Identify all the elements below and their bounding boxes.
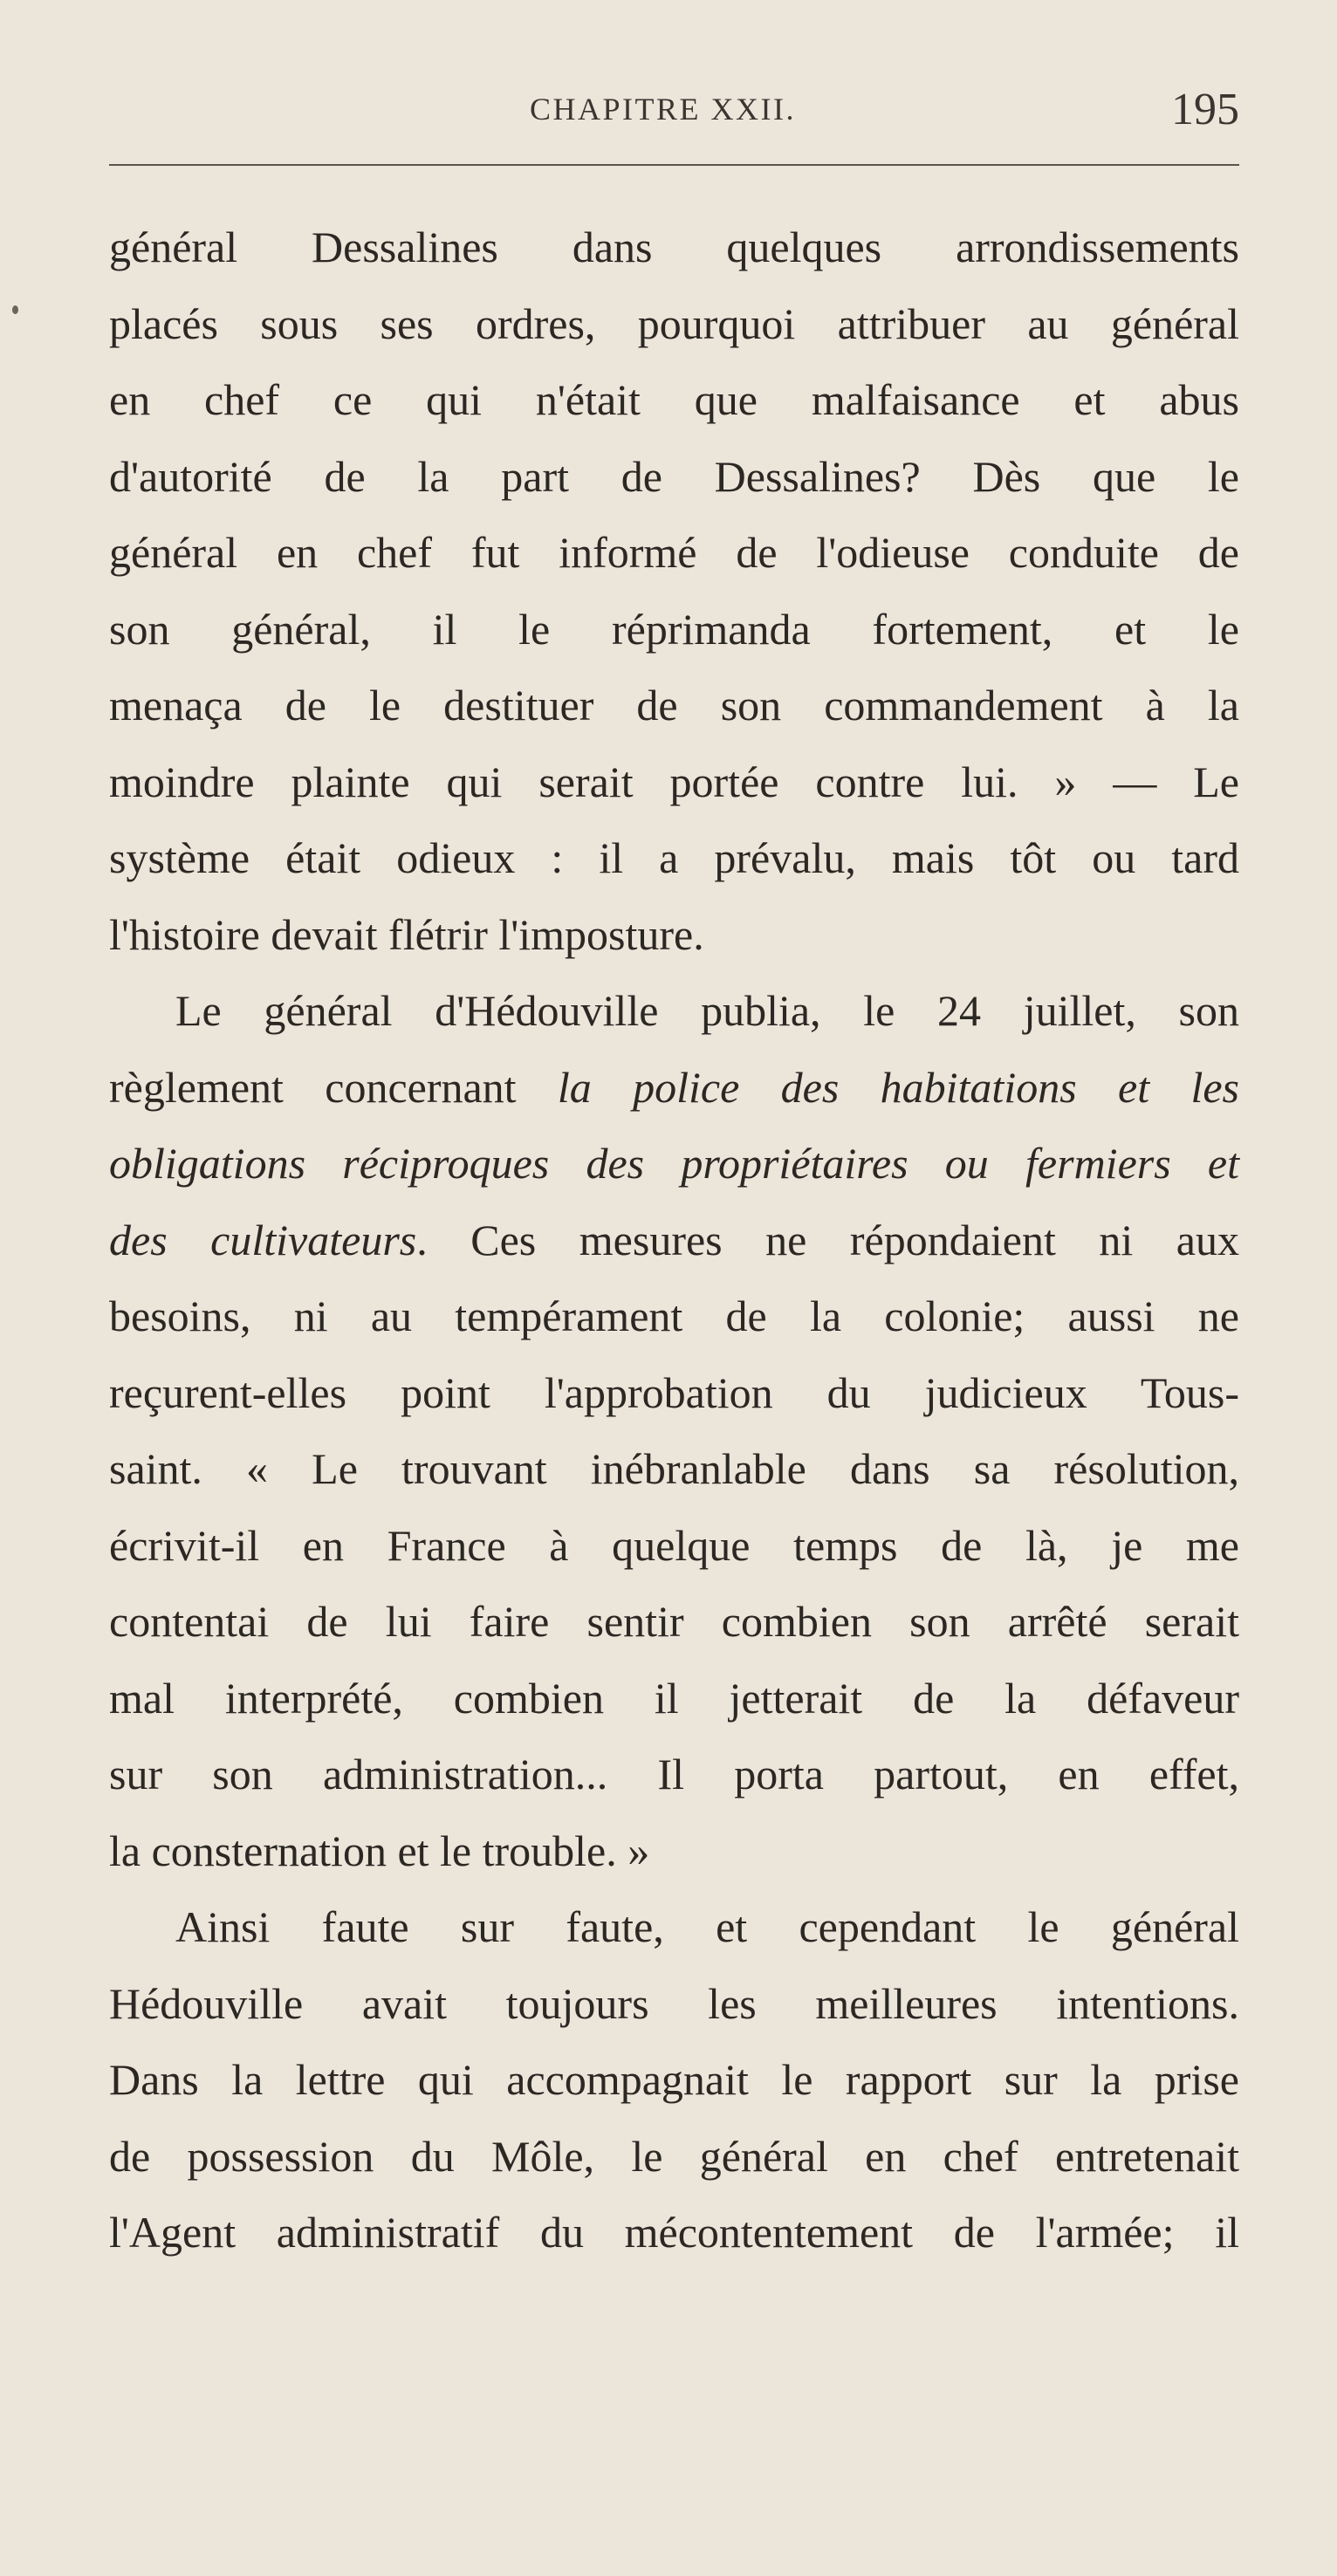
text-segment: règlement concernant [109,1062,558,1112]
text-line: système était odieux : il a prévalu, mais tôt ou tard [109,833,1239,882]
header-rule [109,164,1239,166]
text-line: besoins, ni au tempérament de la colonie; aussi ne [109,1291,1239,1340]
text-line: Le général d'Hédouville publia, le 24 juillet, son [175,986,1239,1035]
italic-title: obligations réciproques des propriétaires ou fermiers et [109,1139,1239,1188]
text-line: sur son administration... Il porta partout, en effet, [109,1750,1239,1798]
text-line [109,1126,1239,1202]
text-line: placés sous ses ordres, pourquoi attribuer au général [109,298,1239,348]
text-line: général en chef fut informé de l'odieuse conduite de [109,528,1239,577]
text-line: saint. « Le trouvant inébranlable dans sa résolution, [109,1444,1239,1493]
text-line: Hédouville avait toujours les meilleures intentions. [109,1978,1239,2028]
italic-title: la police des habitations et les [557,1062,1239,1112]
italic-title: des cultivateurs [109,1215,417,1264]
text-line [109,1202,1239,1279]
text-line: l'Agent administratif du mécontentement de l'armée; il [109,2208,1239,2257]
text-line: d'autorité de la part de Dessalines? Dès que le [109,451,1239,501]
chapter-title: CHAPITRE XXII. [530,92,796,127]
text-segment: . Ces mesures ne répondaient ni aux [416,1215,1239,1264]
page-number: 195 [1171,85,1239,134]
text-line: reçurent-elles point l'approbation du judicieux Tous- [109,1367,1239,1417]
text-line: en chef ce qui n'était que malfaisance et abus [109,375,1239,424]
text-line [109,1050,1239,1127]
text-line: la consternation et le trouble. » [109,1826,650,1875]
text-line: général Dessalines dans quelques arrondissements [109,223,1239,271]
running-header [109,84,1239,145]
text-line: menaça de le destituer de son commandement à la [109,681,1239,730]
text-line: de possession du Môle, le général en chef entretenait [109,2131,1239,2181]
text-line: mal interprété, combien il jetterait de la défaveur [109,1673,1239,1723]
margin-mark [12,305,18,314]
text-line: son général, il le réprimanda fortement, et le [109,604,1239,654]
text-line: Dans la lettre qui accompagnait le rapport sur la prise [109,2055,1239,2104]
text-line: Ainsi faute sur faute, et cependant le général [175,1902,1239,1951]
text-line: contentai de lui faire sentir combien son arrêté serait [109,1597,1239,1646]
text-line: l'histoire devait flétrir l'imposture. [109,909,704,959]
text-line: écrivit-il en France à quelque temps de là, je me [109,1520,1239,1570]
text-line: moindre plainte qui serait portée contre lui. » — Le [109,757,1239,806]
body-text [109,209,1239,2271]
